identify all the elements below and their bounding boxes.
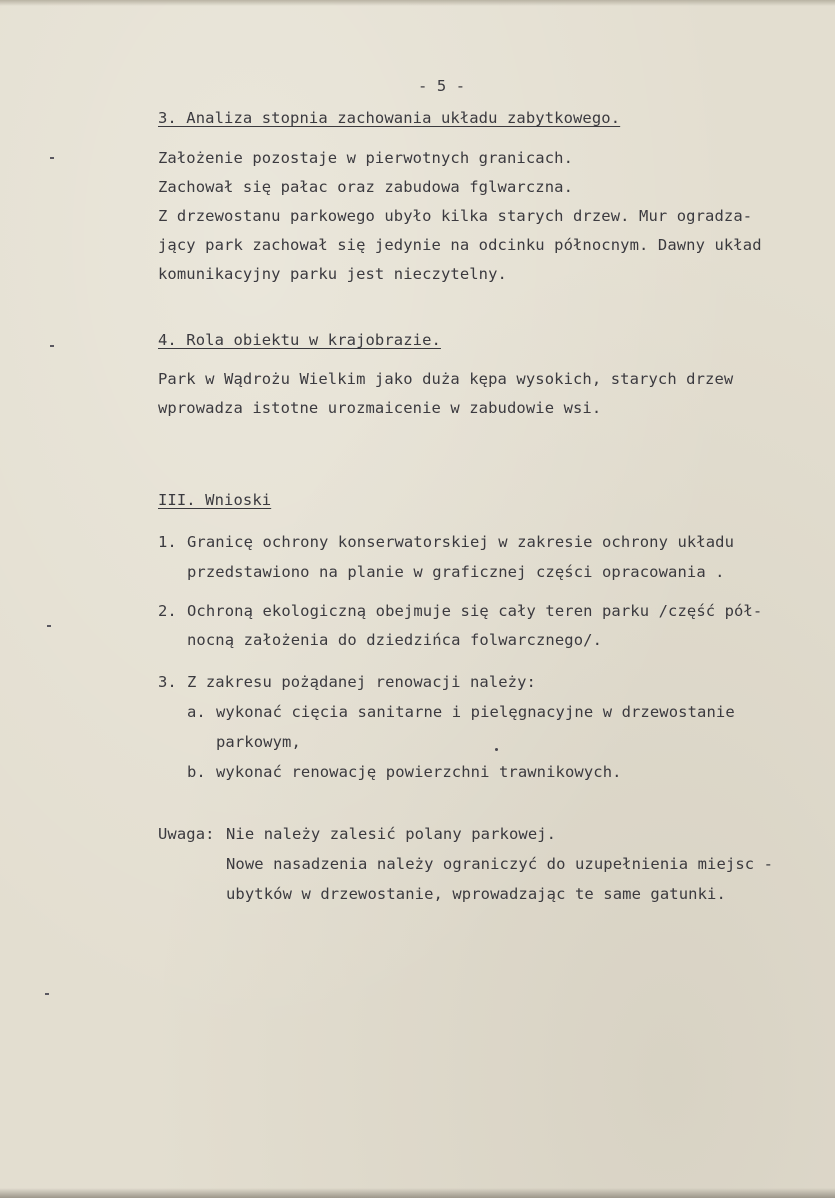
section-iii-heading: III. Wnioski	[158, 491, 272, 509]
item-3-intro: Z zakresu pożądanej renowacji należy:	[187, 673, 536, 691]
margin-speck	[45, 993, 49, 995]
section-3-line-3: Z drzewostanu parkowego ubyło kilka starych drzew. Mur ogradza-	[158, 207, 753, 225]
note-line-2: Nowe nasadzenia należy ograniczyć do uzupełnienia miejsc -	[226, 855, 774, 873]
item-1-line-2: przedstawiono na planie w graficznej części opracowania .	[187, 563, 725, 581]
page-top-edge	[0, 0, 835, 6]
item-3b-text: wykonać renowację powierzchni trawnikowych.	[216, 763, 622, 781]
note-line-1: Nie należy zalesić polany parkowej.	[226, 825, 557, 843]
item-3a-line-2: parkowym,	[216, 733, 301, 751]
margin-speck	[50, 157, 54, 159]
section-3-line-1: Założenie pozostaje w pierwotnych granicach.	[158, 149, 573, 167]
item-2-line-1: Ochroną ekologiczną obejmuje się cały teren parku /część pół-	[187, 602, 763, 620]
paper-speck	[495, 748, 498, 751]
margin-speck	[50, 345, 54, 347]
item-3a-line-1: wykonać cięcia sanitarne i pielęgnacyjne w drzewostanie	[216, 703, 735, 721]
page-bottom-edge	[0, 1188, 835, 1198]
section-3-line-2: Zachował się pałac oraz zabudowa fglwarczna.	[158, 178, 573, 196]
section-3-heading: 3. Analiza stopnia zachowania układu zabytkowego.	[158, 109, 621, 127]
item-3-number: 3.	[158, 673, 177, 691]
section-4-line-1: Park w Wądrożu Wielkim jako duża kępa wysokich, starych drzew	[158, 370, 734, 388]
section-4-heading: 4. Rola obiektu w krajobrazie.	[158, 331, 441, 349]
note-line-3: ubytków w drzewostanie, wprowadzając te same gatunki.	[226, 885, 726, 903]
page-number: - 5 -	[418, 77, 466, 95]
item-3b-letter: b.	[187, 763, 206, 781]
note-label: Uwaga:	[158, 825, 215, 843]
section-3-line-5: komunikacyjny parku jest nieczytelny.	[158, 265, 507, 283]
item-3a-letter: a.	[187, 703, 206, 721]
item-1-number: 1.	[158, 533, 177, 551]
item-2-number: 2.	[158, 602, 177, 620]
item-1-line-1: Granicę ochrony konserwatorskiej w zakresie ochrony układu	[187, 533, 735, 551]
margin-speck	[47, 625, 51, 627]
section-3-line-4: jący park zachował się jedynie na odcinku północnym. Dawny układ	[158, 236, 762, 254]
item-2-line-2: nocną założenia do dziedzińca folwarcznego/.	[187, 631, 602, 649]
section-4-line-2: wprowadza istotne urozmaicenie w zabudowie wsi.	[158, 399, 602, 417]
